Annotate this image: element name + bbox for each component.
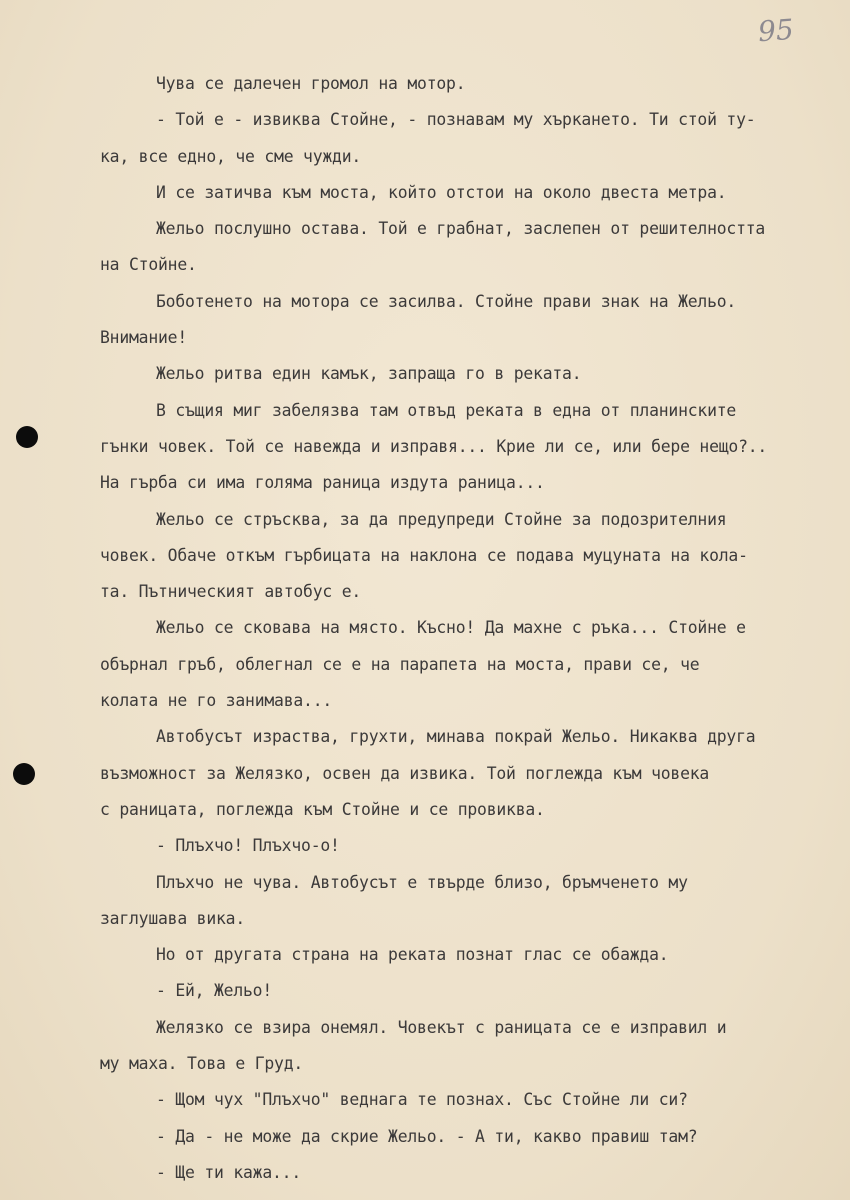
text-line: На гърба си има голяма раница издута раница... [100, 473, 545, 493]
text-line: та. Пътническият автобус е. [100, 582, 362, 602]
text-line: заглушава вика. [100, 908, 246, 928]
text-line: Но от другата страна на реката познат глас се обажда. [156, 945, 669, 965]
text-line: ка, все едно, че сме чужди. [100, 146, 362, 166]
text-line: Жельо се сковава на място. Късно! Да махне с ръка... Стойне е [156, 618, 746, 638]
text-line: му маха. Това е Груд. [100, 1054, 304, 1074]
text-line: - Да - не може да скрие Жельо. - А ти, какво правиш там? [156, 1126, 698, 1146]
text-line: Жельо ритва един камък, запраща го в реката. [156, 364, 582, 384]
text-line: Желязко се взира онемял. Човекът с раницата се е изправил и [156, 1017, 727, 1037]
text-line: на Стойне. [100, 255, 197, 275]
text-line: Боботенето на мотора се засилва. Стойне прави знак на Жельо. [156, 291, 737, 311]
text-line: Внимание! [100, 328, 188, 348]
text-line: колата не го занимава... [100, 691, 333, 711]
punch-hole-bottom [13, 763, 35, 785]
text-line: Чува се далечен громол на мотор. [156, 74, 466, 93]
text-line: - Ще ти кажа... [156, 1162, 302, 1182]
typewritten-text [100, 66, 848, 1191]
text-line: - Плъхчо! Плъхчо-о! [156, 836, 340, 856]
text-line: гънки човек. Той се навежда и изправя... Крие ли се, или бере нещо?.. [100, 436, 768, 456]
handwritten-page-number: 95 [756, 12, 795, 49]
text-line: Жельо се стръсква, за да предупреди Стойне за подозрителния [156, 509, 727, 529]
text-line: Плъхчо не чува. Автобусът е твърде близо, бръмченето му [156, 872, 688, 892]
text-line: - Щом чух "Плъхчо" веднага те познах. Със Стойне ли си? [156, 1090, 688, 1110]
text-line: с раницата, поглежда към Стойне и се провиква. [100, 799, 545, 819]
text-line: - Ей, Жельо! [156, 981, 273, 1001]
text-line: Жельо послушно остава. Той е грабнат, заслепен от решителността [156, 219, 766, 239]
text-line: - Той е - извиква Стойне, - познавам му хъркането. Ти стой ту- [156, 110, 756, 130]
text-line: обърнал гръб, облегнал се е на парапета на моста, прави се, че [100, 654, 700, 674]
text-line: възможност за Желязко, освен да извика. Той поглежда към човека [100, 763, 710, 783]
text-line: Автобусът израства, грухти, минава покрай Жельо. Никаква друга [156, 727, 756, 747]
text-line: И се затичва към моста, който отстои на около двеста метра. [156, 182, 727, 202]
punch-hole-top [16, 426, 38, 448]
text-line: човек. Обаче откъм гърбицата на наклона се подава муцуната на кола- [100, 545, 748, 565]
text-line: В същия миг забелязва там отвъд реката в една от планинските [156, 400, 737, 420]
